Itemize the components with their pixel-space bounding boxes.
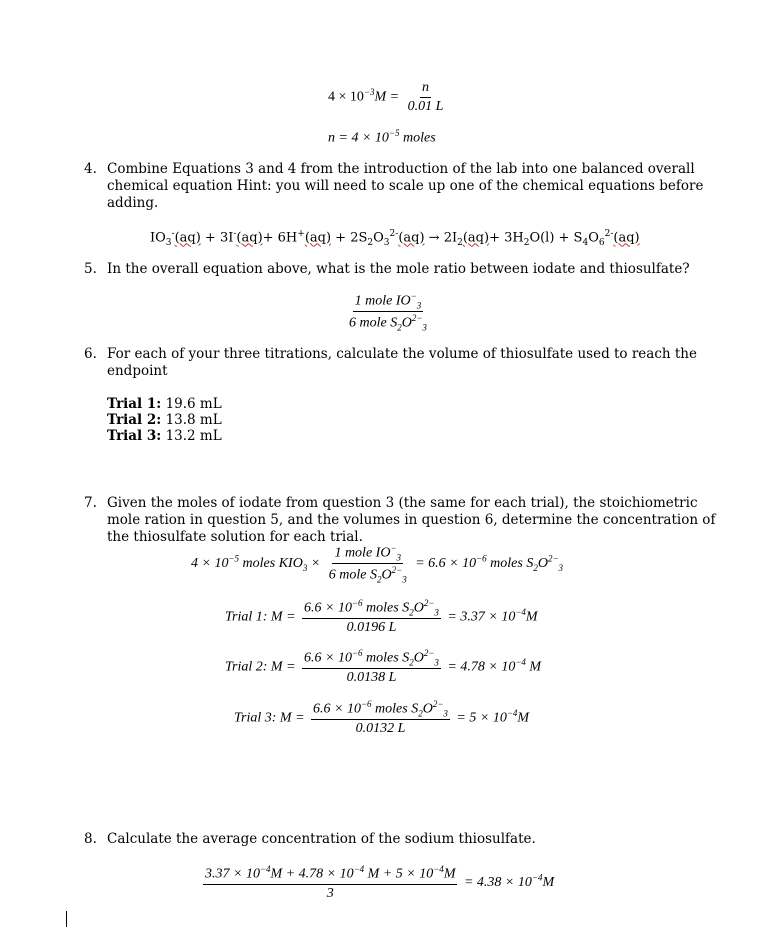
conv-result-sup: 2− — [547, 553, 559, 564]
trial-3-volume — [107, 428, 222, 444]
mole-ratio — [344, 291, 432, 333]
trial-2-volume — [107, 412, 222, 428]
top-eq-lhs-unit: M = — [374, 89, 400, 105]
chem-eq-t26: 2- — [604, 229, 614, 239]
chem-eq-t2: 3 — [165, 237, 172, 248]
trial-2-eq-fraction — [302, 648, 441, 686]
conv-result-sub2: 3 — [558, 562, 564, 573]
top-equation — [328, 80, 448, 115]
chem-eq-t24: O — [588, 230, 599, 246]
mole-ratio-top: 1 mole IO — [354, 293, 411, 309]
conv-frac-top-sub: 3 — [396, 552, 402, 563]
conv-lhs-sub: 3 — [302, 562, 308, 573]
chem-eq-t6: - — [233, 229, 237, 239]
conv-frac-bot-sub1: 2 — [376, 574, 382, 585]
conv-frac-bot: 6 mole S — [328, 568, 377, 584]
chem-eq-t3: - — [171, 229, 175, 239]
chem-eq-t11: + 2S — [331, 230, 368, 246]
chem-eq-t23: 4 — [582, 237, 589, 248]
top-eq-lhs-exp: −3 — [363, 87, 375, 98]
trial-2-eq-mid: O — [413, 650, 424, 666]
chem-eq-t1: IO — [150, 230, 166, 246]
trial-3-eq-sub1: 2 — [418, 708, 423, 719]
chem-eq-t25: 6 — [598, 237, 605, 248]
mole-ratio-bot-sub2: 3 — [422, 322, 427, 333]
conv-frac-bot-sup: 2− — [391, 565, 403, 576]
chem-eq-t4: (aq) — [174, 230, 201, 246]
trial-1-eq-den: 0.0196 L — [346, 620, 397, 636]
average-equation — [200, 864, 554, 902]
trial-1-eq-fraction — [302, 598, 441, 636]
trial-1-eq-sup: 2− — [423, 598, 435, 608]
conv-frac-bot-mid: O — [381, 568, 392, 584]
trial-3-eq-den: 0.0132 L — [355, 721, 406, 737]
top-eq-fraction — [406, 80, 446, 115]
trial-1-eq-num: 6.6 × 10 — [304, 600, 352, 616]
chem-eq-t20: + 3H — [489, 230, 524, 246]
avg-num-mid1: M + 4.78 × 10 — [270, 866, 354, 882]
chemical-equation — [150, 229, 640, 248]
mole-ratio-bot-sub1: 2 — [397, 322, 402, 333]
trial-2-eq-result-unit: M — [525, 659, 542, 675]
trial-1-eq-result-unit: M — [525, 609, 538, 625]
chem-eq-t12: 2 — [367, 237, 374, 248]
avg-result-exp: −4 — [531, 872, 543, 883]
trial-1-volume — [107, 396, 222, 412]
trial-1-label: Trial 1: — [107, 396, 162, 412]
trial-1-eq-result-exp: −4 — [515, 606, 526, 617]
trial-2-equation — [225, 648, 541, 686]
chem-eq-t27: (aq) — [613, 230, 640, 246]
conv-result-exp: −6 — [476, 553, 487, 564]
chem-eq-t16: (aq) — [398, 230, 425, 246]
conv-times: × — [310, 556, 321, 572]
top-eq-result-lhs: n = 4 × 10 — [328, 130, 389, 146]
question-6-text: For each of your three titrations, calculate the volume of thiosulfate used to reach the endpoint — [107, 346, 697, 379]
top-eq-result — [328, 128, 436, 147]
chem-eq-t18: 2 — [457, 237, 463, 248]
trial-1-value: 19.6 mL — [165, 396, 222, 412]
conv-result: = 6.6 × 10 — [415, 556, 477, 572]
trial-3-eq-result-unit: M — [517, 710, 530, 726]
avg-num-end: M — [443, 866, 456, 882]
conv-lhs-exp: −5 — [228, 553, 240, 564]
chem-eq-t7: (aq) — [236, 230, 263, 246]
mole-ratio-bot-mid: O — [401, 316, 412, 332]
chem-eq-t22: O(l) + S — [529, 230, 583, 246]
avg-result: = 4.38 × 10 — [463, 875, 532, 891]
avg-result-unit: M — [542, 875, 555, 891]
question-6-number: 6. — [84, 346, 97, 362]
chem-eq-t17: → 2I — [424, 230, 458, 246]
conv-result-mid: O — [537, 556, 548, 572]
trial-1-eq-label: Trial 1: M = — [225, 609, 296, 625]
question-4-text: Combine Equations 3 and 4 from the introduction of the lab into one balanced overall chemical equation Hint: you will need to scale up one of the chemical equations before adding. — [107, 161, 704, 211]
trial-2-value: 13.8 mL — [165, 412, 222, 428]
mole-ratio-top-sub: 3 — [416, 300, 422, 311]
trial-2-eq-result-exp: −4 — [515, 656, 526, 667]
trial-2-label: Trial 2: — [107, 412, 162, 428]
mole-ratio-top-sup: − — [410, 291, 417, 301]
trial-3-equation — [234, 699, 529, 737]
trial-2-eq-num-unit: moles S — [366, 650, 410, 666]
conv-result-unit: moles S — [490, 556, 534, 572]
trial-3-eq-num: 6.6 × 10 — [313, 701, 361, 717]
top-eq-numerator: n — [420, 80, 431, 98]
text-cursor[interactable] — [66, 911, 67, 927]
question-8-text: Calculate the average concentration of the sodium thiosulfate. — [107, 831, 536, 847]
question-8-number: 8. — [84, 831, 97, 847]
chem-eq-t15: 2- — [389, 229, 399, 239]
top-eq-lhs: 4 × 10 — [328, 89, 364, 105]
conv-result-sub1: 2 — [533, 562, 538, 573]
trial-2-eq-num-exp: −6 — [351, 648, 363, 658]
question-5-number: 5. — [84, 261, 97, 277]
conversion-equation — [191, 543, 563, 585]
trial-1-eq-result: = 3.37 × 10 — [447, 609, 516, 625]
trial-2-eq-sub2: 3 — [434, 657, 439, 668]
avg-num-1: 3.37 × 10 — [205, 866, 260, 882]
trial-1-eq-sub1: 2 — [409, 607, 414, 618]
average-fraction — [203, 864, 457, 902]
conv-frac-top: 1 mole IO — [334, 545, 391, 561]
mole-ratio-bot: 6 mole S — [349, 316, 398, 332]
trial-1-eq-num-unit: moles S — [366, 600, 410, 616]
chem-eq-t10: (aq) — [304, 230, 332, 246]
trial-3-eq-result: = 5 × 10 — [456, 710, 507, 726]
chem-eq-t19: (aq) — [462, 230, 490, 246]
avg-num-e2: −4 — [353, 864, 365, 874]
avg-den: 3 — [326, 885, 334, 901]
trial-2-eq-sup: 2− — [423, 648, 435, 658]
mole-ratio-fraction — [347, 291, 429, 333]
trial-3-eq-num-unit: moles S — [375, 701, 419, 717]
avg-num-e1: −4 — [259, 864, 271, 874]
conv-lhs-unit: moles KIO — [242, 556, 303, 572]
trial-1-equation — [225, 598, 538, 636]
mole-ratio-bot-sup: 2− — [411, 313, 423, 324]
trial-3-eq-num-exp: −6 — [360, 699, 372, 709]
trial-3-eq-fraction — [311, 699, 450, 737]
trial-3-eq-sub2: 3 — [443, 708, 448, 719]
question-7-text: Given the moles of iodate from question 3 (the same for each trial), the stoichiometric mole ration in question 5, and the volumes in question 6, determine the concentration of the thiosulfate solution for each trial. — [107, 495, 716, 545]
avg-num-e3: −4 — [433, 864, 444, 874]
trial-2-eq-label: Trial 2: M = — [225, 659, 296, 675]
trial-2-eq-sub1: 2 — [409, 657, 414, 668]
trial-3-eq-result-exp: −4 — [506, 707, 518, 718]
trial-3-label: Trial 3: — [107, 428, 162, 444]
trial-2-eq-num: 6.6 × 10 — [304, 650, 352, 666]
trial-3-eq-sup: 2− — [432, 699, 444, 709]
chem-eq-t13: O — [373, 230, 384, 246]
avg-num-mid2: M + 5 × 10 — [364, 866, 434, 882]
conv-frac-bot-sub2: 3 — [402, 574, 407, 585]
top-eq-result-unit: moles — [402, 130, 436, 146]
top-eq-denominator: 0.01 L — [407, 99, 444, 114]
chem-eq-t8: + 6H — [262, 230, 298, 246]
conv-lhs: 4 × 10 — [191, 556, 229, 572]
trial-2-eq-den: 0.0138 L — [346, 670, 397, 686]
question-4-number: 4. — [84, 161, 97, 177]
chem-eq-t9: + — [297, 229, 305, 239]
trial-3-value: 13.2 mL — [165, 428, 222, 444]
trial-1-eq-mid: O — [413, 600, 424, 616]
trial-3-eq-mid: O — [422, 701, 433, 717]
chem-eq-t21: 2 — [523, 237, 530, 248]
question-7-number: 7. — [84, 495, 97, 511]
trial-1-eq-num-exp: −6 — [351, 598, 363, 608]
trial-1-eq-sub2: 3 — [434, 607, 439, 618]
conv-fraction — [327, 543, 409, 585]
chem-eq-t14: 3 — [383, 237, 390, 248]
chem-eq-t5: + 3I — [200, 230, 234, 246]
trial-2-eq-result: = 4.78 × 10 — [447, 659, 516, 675]
trial-3-eq-label: Trial 3: M = — [234, 710, 305, 726]
question-5-text: In the overall equation above, what is the mole ratio between iodate and thiosulfate? — [107, 261, 690, 277]
conv-frac-top-sup: − — [390, 543, 397, 553]
top-eq-result-exp: −5 — [388, 128, 400, 138]
